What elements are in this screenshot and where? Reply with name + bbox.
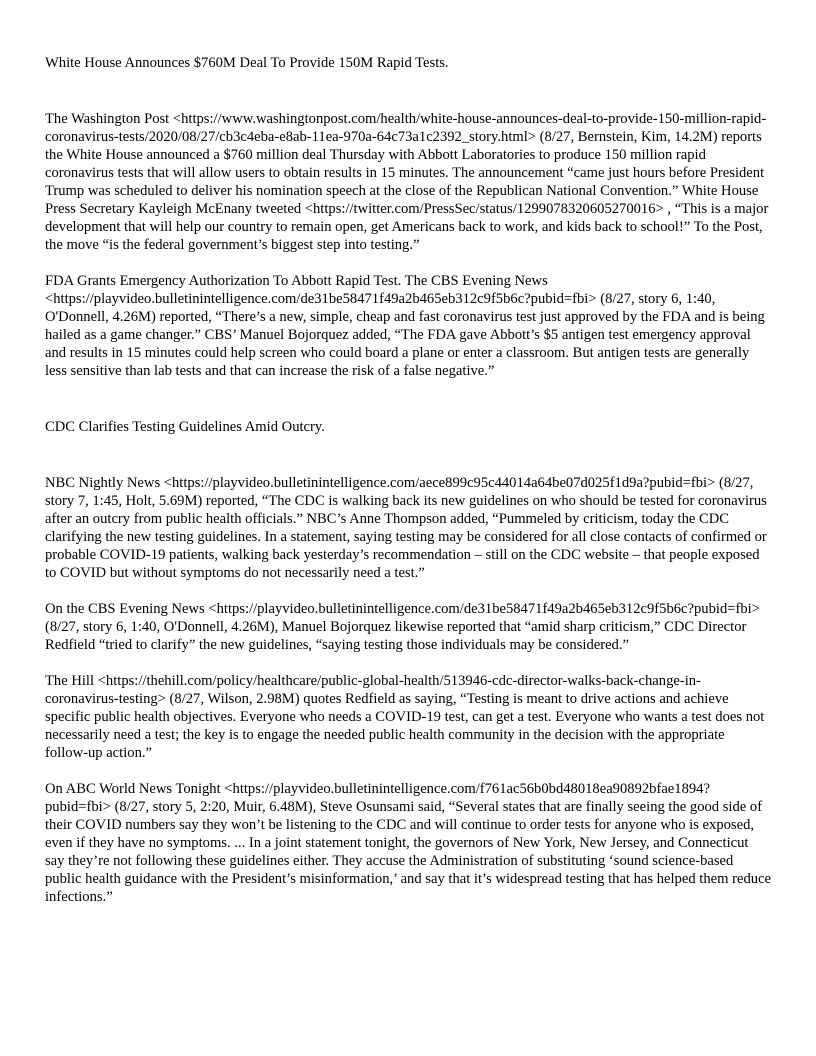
section-cdc-guidelines [45, 418, 771, 906]
paragraph-the-hill: The Hill <https://thehill.com/policy/healthcare/public-global-health/513946-cdc-director-walks-back-change-in-coronavirus-testing> (8/27, Wilson, 2.98M) quotes Redfield as saying, “Testing is meant to drive actions and achieve specific public health objectives. Everyone who needs a COVID-19 test, can get a test. Everyone who wants a test does not necessarily need a test; the key is to engage the needed public health community in the decision with the appropriate follow-up action.” [45, 673, 765, 761]
document-page [45, 54, 771, 906]
paragraph-cbs-evening-news: On the CBS Evening News <https://playvideo.bulletinintelligence.com/de31be58471f49a2b465eb312c9f5b6c?pubid=fbi> (8/27, story 6, 1:40, O'Donnell, 4.26M), Manuel Bojorquez likewise reported that “amid sharp criticism,” CDC Director Redfield “tried to clarify” the new guidelines, “saying testing those individuals may be considered.” [45, 601, 760, 653]
paragraph-nbc-nightly-news: NBC Nightly News <https://playvideo.bulletinintelligence.com/aece899c95c44014a64be07d025f1d9a?pubid=fbi> (8/27, story 7, 1:45, Holt, 5.69M) reported, “The CDC is walking back its new guidelines on who should be tested for coronavirus after an outcry from public health officials.” NBC’s Anne Thompson added, “Pummeled by criticism, today the CDC clarifying the new testing guidelines. In a statement, saying testing may be considered for all close contacts of confirmed or probable COVID-19 patients, walking back yesterday’s recommendation – still on the CDC website – that people exposed to COVID but without symptoms do not necessarily need a test.” [45, 475, 767, 581]
headline-rapid-tests: White House Announces $760M Deal To Provide 150M Rapid Tests. [45, 55, 449, 71]
paragraph-fda-authorization: FDA Grants Emergency Authorization To Abbott Rapid Test. The CBS Evening News <https://playvideo.bulletinintelligence.com/de31be58471f49a2b465eb312c9f5b6c?pubid=fbi> (8/27, story 6, 1:40, O'Donnell, 4.26M) reported, “There’s a new, simple, cheap and fast coronavirus test just approved by the FDA and is being hailed as a game changer.” CBS’ Manuel Bojorquez added, “The FDA gave Abbott’s $5 antigen test emergency approval and results in 15 minutes could help screen who could board a plane or enter a classroom. But antigen tests are generally less sensitive than lab tests and that can increase the risk of a false negative.” [45, 273, 765, 379]
paragraph-abc-world-news: On ABC World News Tonight <https://playvideo.bulletinintelligence.com/f761ac56b0bd48018ea90892bfae1894?pubid=fbi> (8/27, story 5, 2:20, Muir, 6.48M), Steve Osunsami said, “Several states that are finally seeing the good side of their COVID numbers say they won’t be listening to the CDC and will continue to order tests for anyone who is exposed, even if they have no symptoms. ... In a joint statement tonight, the governors of New York, New Jersey, and Connecticut say they’re not following these guidelines either. They accuse the Administration of substituting ‘sound science-based public health guidance with the President’s misinformation,’ and say that it’s widespread testing that has helped them reduce infections.” [45, 781, 771, 905]
section-rapid-tests [45, 54, 771, 380]
paragraph-washington-post: The Washington Post <https://www.washingtonpost.com/health/white-house-announces-deal-to-provide-150-million-rapid-coronavirus-tests/2020/08/27/cb3c4eba-e8ab-11ea-970a-64c73a1c2392_story.html> (8/27, Bernstein, Kim, 14.2M) reports the White House announced a $760 million deal Thursday with Abbott Laboratories to produce 150 million rapid coronavirus tests that will allow users to obtain results in 15 minutes. The announcement “came just hours before President Trump was scheduled to deliver his nomination speech at the close of the Republican National Convention.” White House Press Secretary Kayleigh McEnany tweeted <https://twitter.com/PressSec/status/1299078320605270016> , “This is a major development that will help our country to remain open, get Americans back to work, and kids back to school!” To the Post, the move “is the federal government’s biggest step into testing.” [45, 111, 769, 253]
headline-cdc-guidelines: CDC Clarifies Testing Guidelines Amid Outcry. [45, 419, 325, 435]
